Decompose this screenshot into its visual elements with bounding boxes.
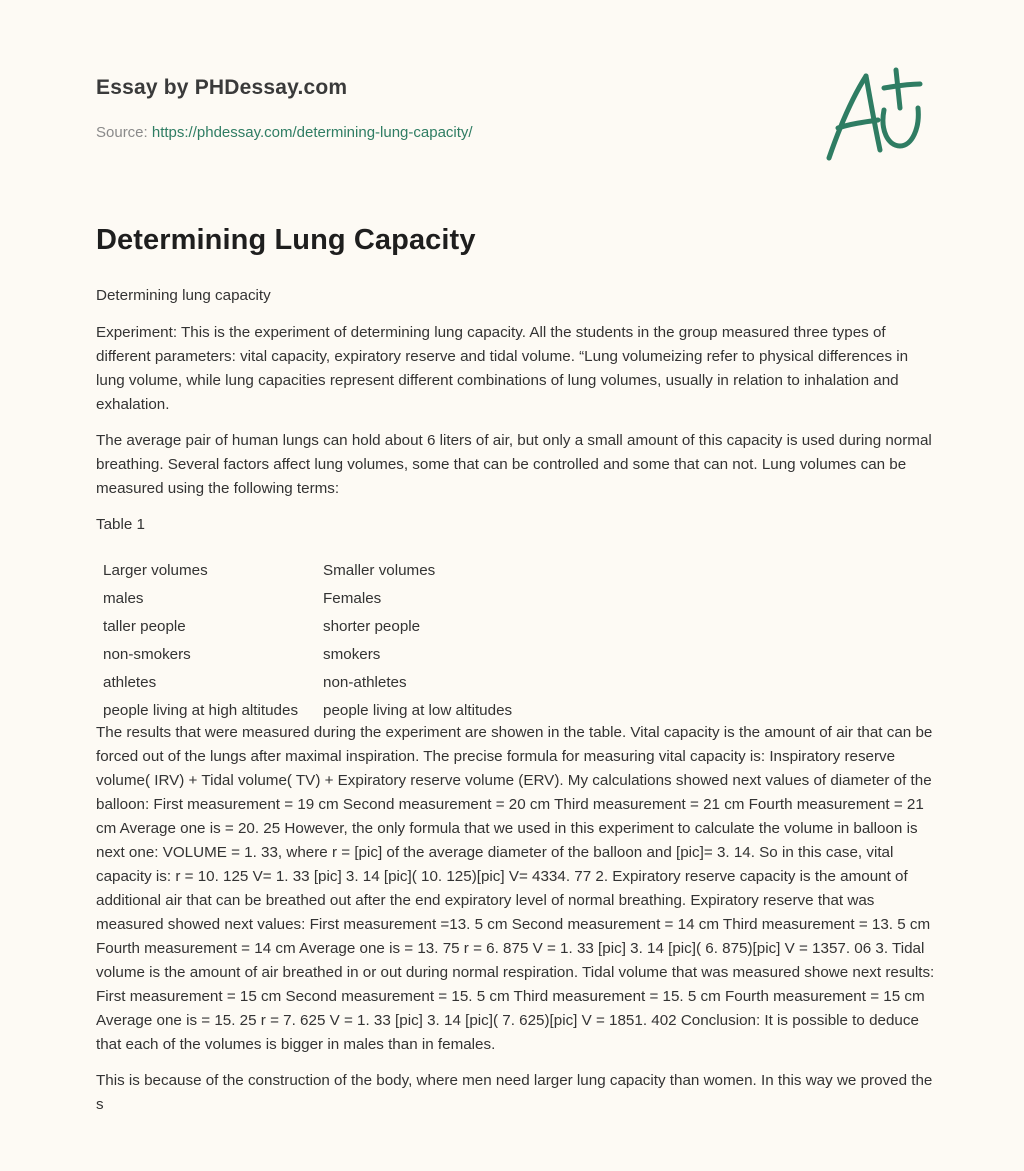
table-cell: males bbox=[103, 590, 144, 607]
source-label: Source: bbox=[96, 124, 152, 141]
table-cell: non-athletes bbox=[323, 674, 407, 691]
a-plus-logo-icon bbox=[820, 64, 930, 164]
table-cell: non-smokers bbox=[103, 646, 191, 663]
table-cell: people living at low altitudes bbox=[323, 702, 513, 719]
table-cell: Larger volumes bbox=[103, 562, 208, 579]
table-cell: athletes bbox=[103, 674, 157, 691]
table-cell: smokers bbox=[323, 646, 381, 663]
article-subtitle: Determining lung capacity bbox=[96, 287, 271, 304]
paragraph-experiment: Experiment: This is the experiment of determining lung capacity. All the students in the group measured three types of different parameters: vital capacity, expiratory reserve and tidal volume. “Lung volumeizing refer to physical differences in lung volume, while lung capacities represent different combinations of lung volumes, usually in relation to inhalation and exhalation. bbox=[96, 324, 909, 413]
paragraph-results: The results that were measured during the experiment are showen in the table. Vital capacity is the amount of air that can be forced out of the lungs after maximal inspiration. The precise formula for measuring vital capacity is: Inspiratory reserve volume( IRV) + Tidal volume( TV) + Expiratory reserve volume (ERV). My calculations showed next values of diameter of the balloon: First measurement = 19 cm Second measurement = 20 cm Third measurement = 21 cm Fourth measurement = 21 cm Average one is = 20. 25 However, the only formula that we used in this experiment to calculate the volume in balloon is next one: VOLUME = 1. 33, where r = [pic] of the average diameter of the balloon and [pic]= 3. 14. So in this case, vital capacity is: r = 10. 125 V= 1. 33 [pic] 3. 14 [pic]( 10. 125)[pic] V= 4334. 77 2. Expiratory reserve capacity is the amount of additional air that can be breathed out after the end expiratory level of normal breathing. Expiratory reserve that was measured showed next values: First measurement =13. 5 cm Second measurement = 14 cm Third measurement = 13. 5 cm Fourth measurement = 14 cm Average one is = 13. 75 r = 6. 875 V = 1. 33 [pic] 3. 14 [pic]( 6. 875)[pic] V = 1357. 06 3. Tidal volume is the amount of air breathed in or out during normal respiration. Tidal volume that was measured showe next results: First measurement = 15 cm Second measurement = 15. 5 cm Third measurement = 15. 5 cm Fourth measurement = 15 cm Average one is = 15. 25 r = 7. 625 V = 1. 33 [pic] 3. 14 [pic]( 7. 625)[pic] V = 1851. 402 Conclusion: It is possible to deduce that each of the volumes is bigger in males than in females. bbox=[96, 724, 935, 1053]
article-body bbox=[96, 284, 936, 1129]
table-row bbox=[99, 669, 516, 697]
table-row bbox=[99, 585, 516, 613]
table-cell: Females bbox=[323, 590, 382, 607]
table-cell: Smaller volumes bbox=[323, 562, 436, 579]
table-cell: people living at high altitudes bbox=[103, 702, 299, 719]
site-brand: Essay by PHDessay.com bbox=[96, 76, 348, 99]
paragraph-lungs: The average pair of human lungs can hold about 6 liters of air, but only a small amount of this capacity is used during normal breathing. Several factors affect lung volumes, some that can be controlled and some that can not. Lung volumes can be measured using the following terms: bbox=[96, 432, 932, 497]
table-row bbox=[99, 613, 516, 641]
table-row bbox=[99, 641, 516, 669]
table-row bbox=[99, 557, 516, 585]
source-link[interactable]: https://phdessay.com/determining-lung-capacity/ bbox=[151, 124, 473, 141]
table-cell: shorter people bbox=[323, 618, 421, 635]
table-cell: taller people bbox=[103, 618, 186, 635]
source-line bbox=[96, 124, 473, 141]
paragraph-closing: This is because of the construction of the body, where men need larger lung capacity than women. In this way we proved the s bbox=[96, 1072, 933, 1113]
table-caption: Table 1 bbox=[96, 516, 145, 533]
volumes-table bbox=[99, 557, 516, 725]
article-title: Determining Lung Capacity bbox=[96, 224, 476, 256]
